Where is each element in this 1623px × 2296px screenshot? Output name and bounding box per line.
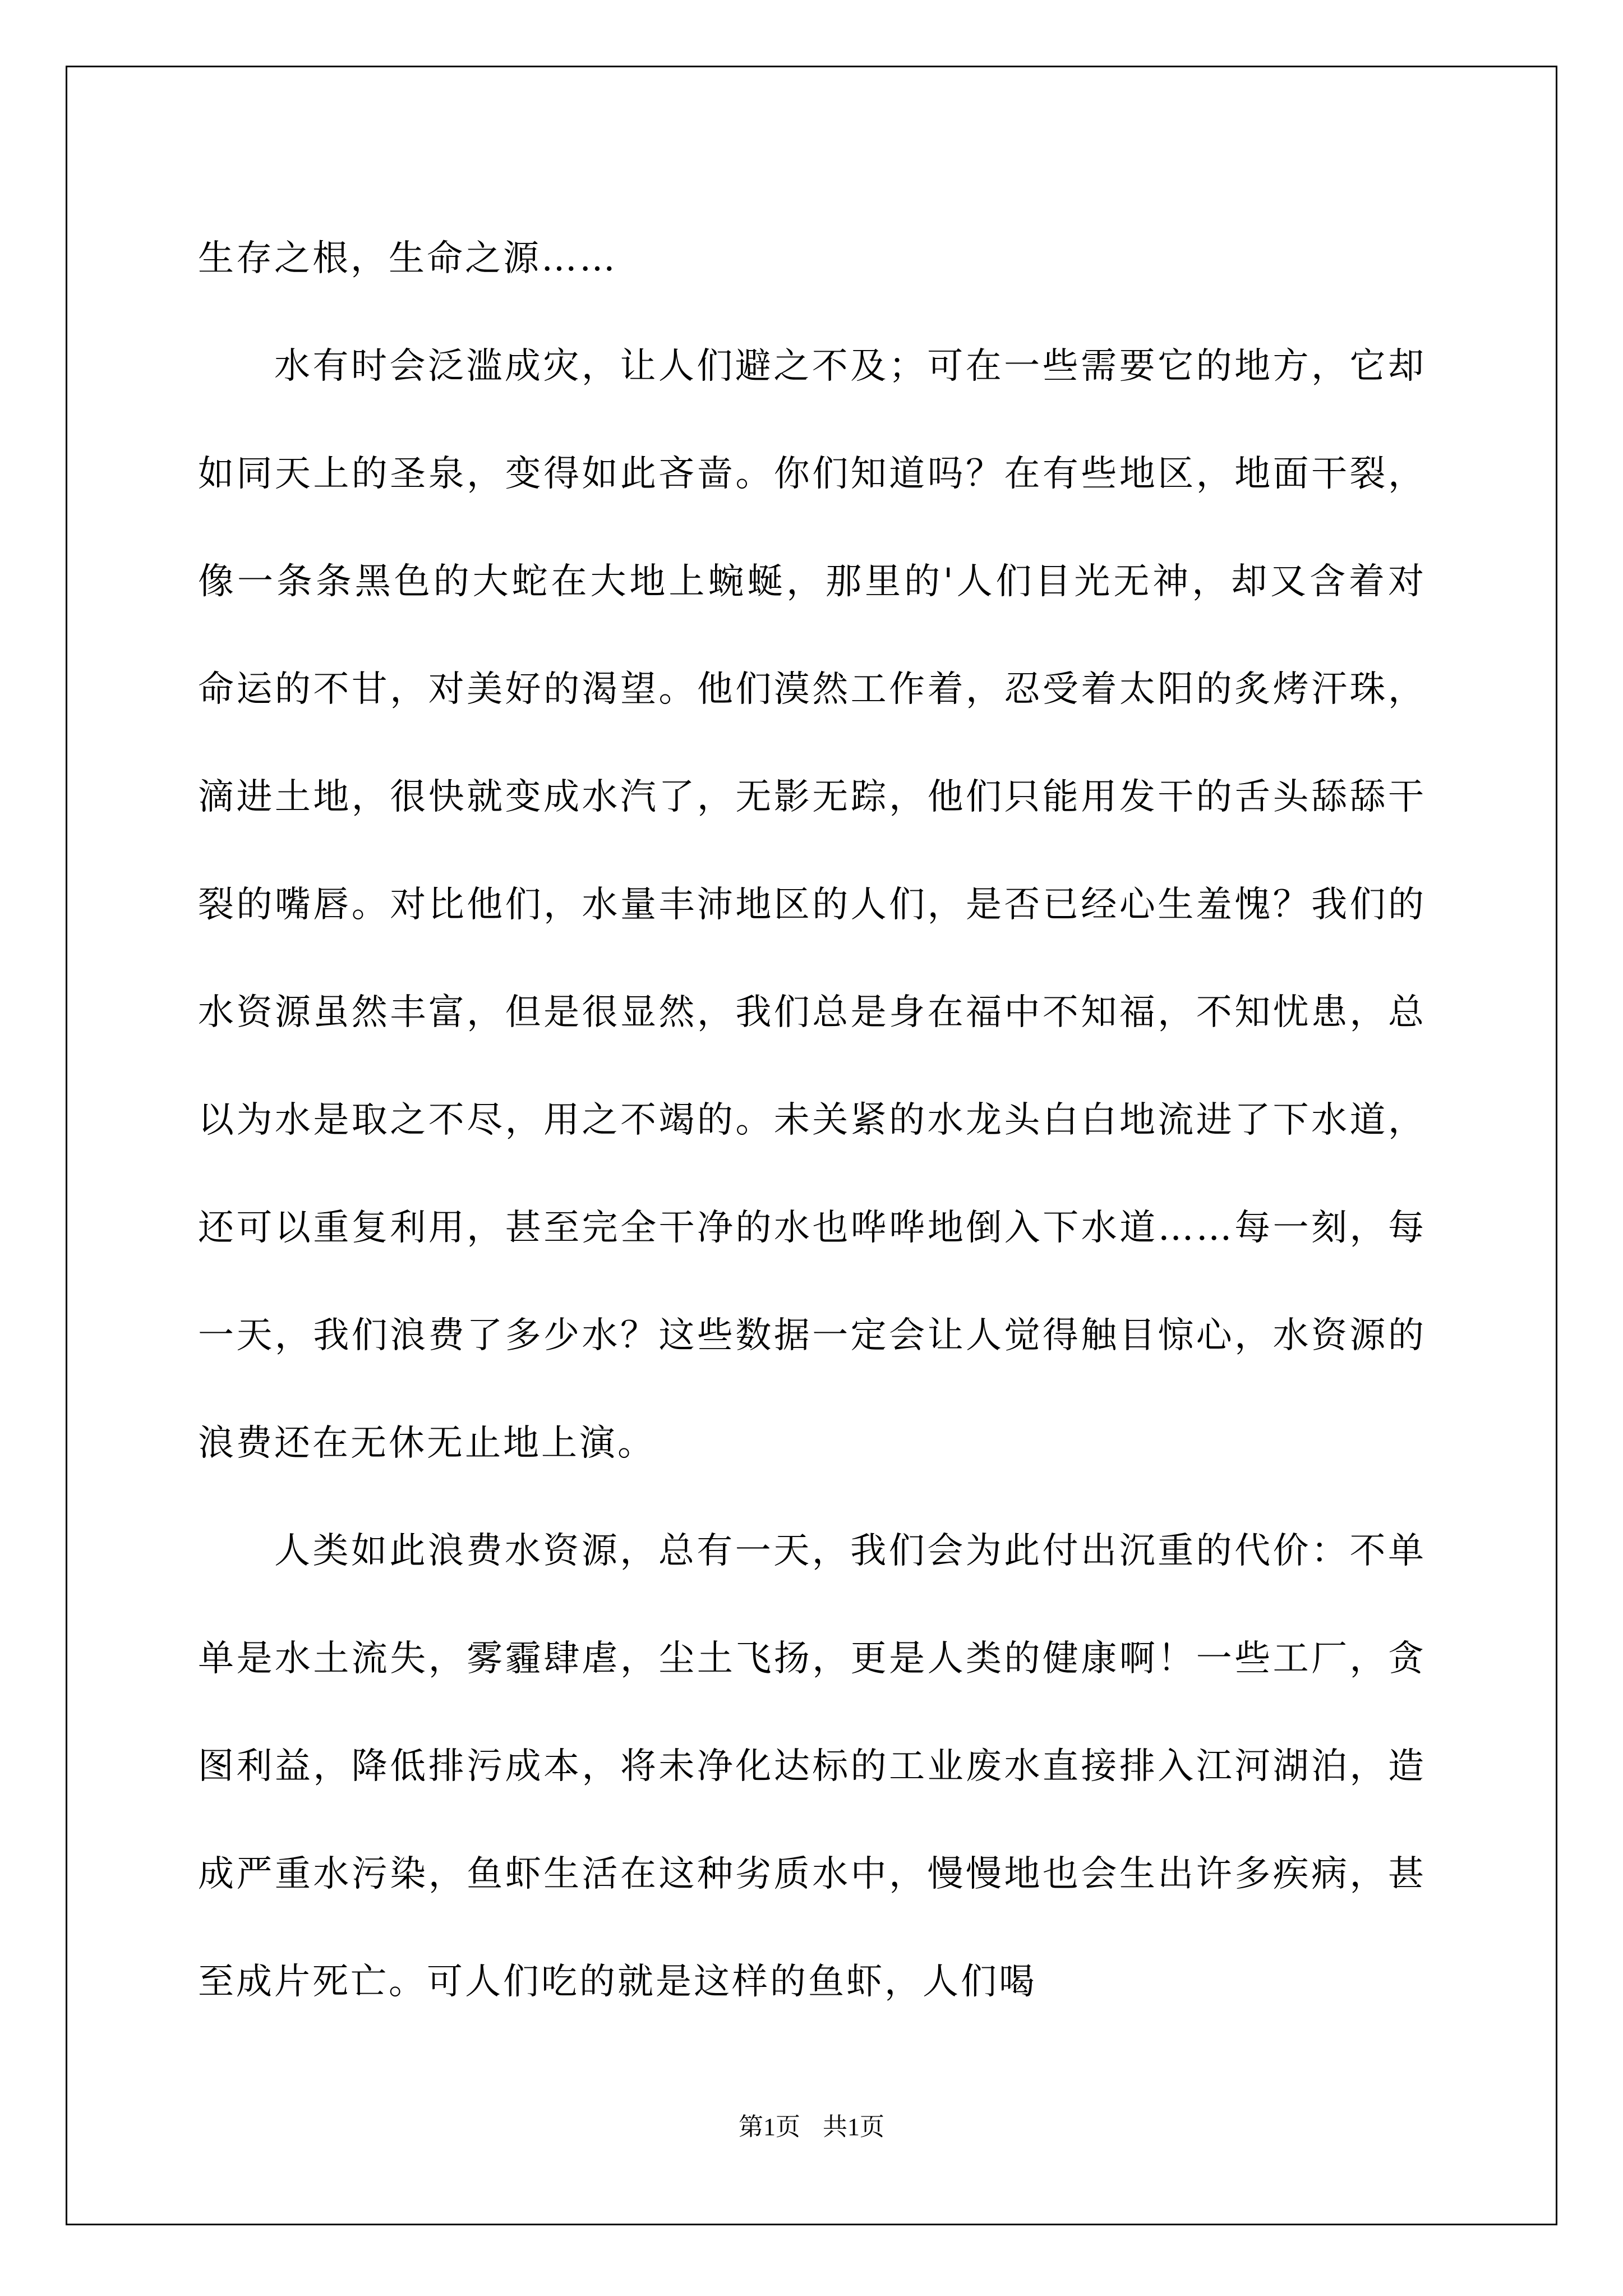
paragraph-1: 生存之根，生命之源…… [198, 238, 617, 279]
page-footer [0, 2110, 1623, 2144]
paragraph-3: 人类如此浪费水资源，总有一天，我们会为此付出沉重的代价：不单单是水土流失，雾霾肆虐，尘土飞扬，更是人类的健康啊！一些工厂，贪图利益，降低排污成本，将未净化达标的工业废水直接排入江河湖泊，造成严重水污染，鱼虾生活在这种劣质水中，慢慢地也会生出许多疾病，甚至成片死亡。可人们吃的就是这样的鱼虾，人们喝 [198, 1530, 1426, 2003]
page-total: 共1页 [823, 2113, 884, 2141]
paragraph-2: 水有时会泛滥成灾，让人们避之不及；可在一些需要它的地方，它却如同天上的圣泉，变得如此吝啬。你们知道吗？在有些地区，地面干裂，像一条条黑色的大蛇在大地上蜿蜒，那里的'人们目光无神，却又含着对命运的不甘，对美好的渴望。他们漠然工作着，忍受着太阳的炙烤汗珠，滴进土地，很快就变成水汽了，无影无踪，他们只能用发干的舌头舔舔干裂的嘴唇。对比他们，水量丰沛地区的人们，是否已经心生羞愧？我们的水资源虽然丰富，但是很显然，我们总是身在福中不知福，不知忧患，总以为水是取之不尽，用之不竭的。未关紧的水龙头白白地流进了下水道，还可以重复利用，甚至完全干净的水也哗哗地倒入下水道……每一刻，每一天，我们浪费了多少水？这些数据一定会让人觉得触目惊心，水资源的浪费还在无休无止地上演。 [198, 346, 1426, 1464]
document-body [198, 205, 1426, 2036]
page-number: 第1页 [739, 2113, 800, 2141]
